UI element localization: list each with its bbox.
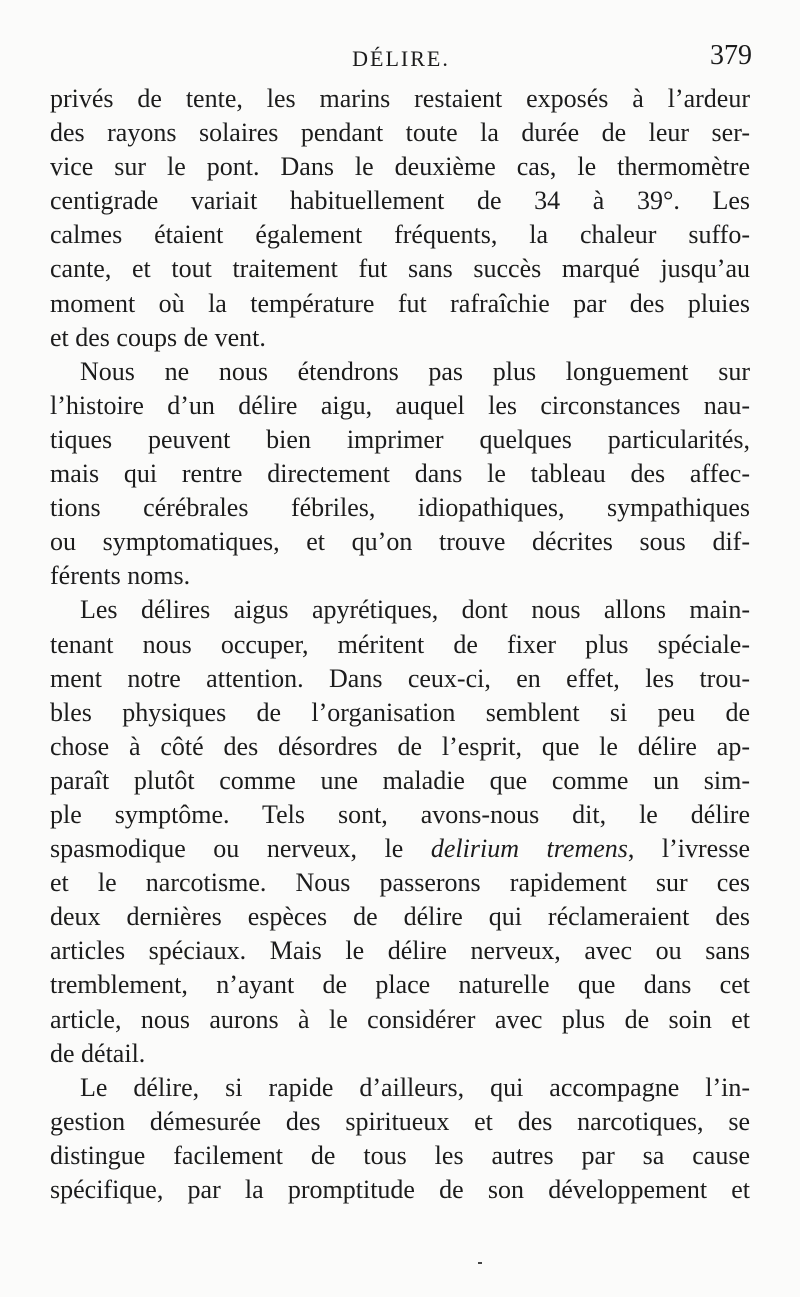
- text-line: de détail.: [50, 1038, 146, 1068]
- text-line-with-italic: [50, 832, 750, 866]
- text-line: vice sur le pont. Dans le deuxième cas, le thermomètre: [50, 152, 750, 182]
- page-header: [50, 38, 752, 82]
- paragraph-start-line: Les délires aigus apyrétiques, dont nous allons main-: [80, 595, 750, 625]
- text-line: des rayons solaires pendant toute la durée de leur ser-: [50, 118, 750, 148]
- text-line: l’histoire d’un délire aigu, auquel les circonstances nau-: [50, 390, 750, 420]
- page-number: 379: [710, 40, 752, 71]
- text-line: ment notre attention. Dans ceux-ci, en effet, les trou-: [50, 663, 750, 693]
- text-line: tenant nous occuper, méritent de fixer plus spéciale-: [50, 629, 750, 659]
- text-line: bles physiques de l’organisation semblent si peu de: [50, 697, 750, 727]
- text-line: distingue facilement de tous les autres par sa cause: [50, 1140, 750, 1170]
- text-line: tions cérébrales fébriles, idiopathiques, sympathiques: [50, 493, 750, 523]
- text-line: calmes étaient également fréquents, la chaleur suffo-: [50, 220, 750, 250]
- text-line: centigrade variait habituellement de 34 à 39°. Les: [50, 186, 750, 216]
- text-line: mais qui rentre directement dans le tableau des affec-: [50, 459, 750, 489]
- paragraph-start-line: Le délire, si rapide d’ailleurs, qui accompagne l’in-: [80, 1072, 750, 1102]
- text-line: tiques peuvent bien imprimer quelques particularités,: [50, 424, 750, 454]
- text-line: gestion démesurée des spiritueux et des narcotiques, se: [50, 1106, 750, 1136]
- text-line: moment où la température fut rafraîchie par des pluies: [50, 288, 750, 318]
- text-line: articles spéciaux. Mais le délire nerveux, avec ou sans: [50, 936, 750, 966]
- text-line: et le narcotisme. Nous passerons rapidement sur ces: [50, 868, 750, 898]
- body-text: [50, 82, 750, 1207]
- text-line: tremblement, n’ayant de place naturelle que dans cet: [50, 970, 750, 1000]
- text-line: deux dernières espèces de délire qui réclameraient des: [50, 902, 750, 932]
- text-line: et des coups de vent.: [50, 322, 266, 352]
- text-line: ou symptomatiques, et qu’on trouve décrites sous dif-: [50, 527, 750, 557]
- text-line: chose à côté des désordres de l’esprit, que le délire ap-: [50, 731, 750, 761]
- text-line: paraît plutôt comme une maladie que comme un sim-: [50, 765, 750, 795]
- running-title: DÉLIRE.: [352, 46, 450, 71]
- line-text-tail: , l’ivresse: [627, 834, 750, 864]
- text-line: privés de tente, les marins restaient exposés à l’ardeur: [50, 84, 750, 113]
- line-text: spasmodique ou nerveux, le: [50, 834, 404, 864]
- text-line: cante, et tout traitement fut sans succès marqué jusqu’au: [50, 254, 750, 284]
- text-line: article, nous aurons à le considérer avec plus de soin et: [50, 1004, 750, 1034]
- italic-term: delirium tremens: [430, 834, 628, 864]
- print-mark: [478, 1262, 482, 1264]
- text-line: ple symptôme. Tels sont, avons-nous dit, le délire: [50, 799, 750, 829]
- text-line: spécifique, par la promptitude de son développement et: [50, 1175, 750, 1204]
- text-line: férents noms.: [50, 561, 191, 591]
- paragraph-start-line: Nous ne nous étendrons pas plus longuement sur: [80, 356, 750, 386]
